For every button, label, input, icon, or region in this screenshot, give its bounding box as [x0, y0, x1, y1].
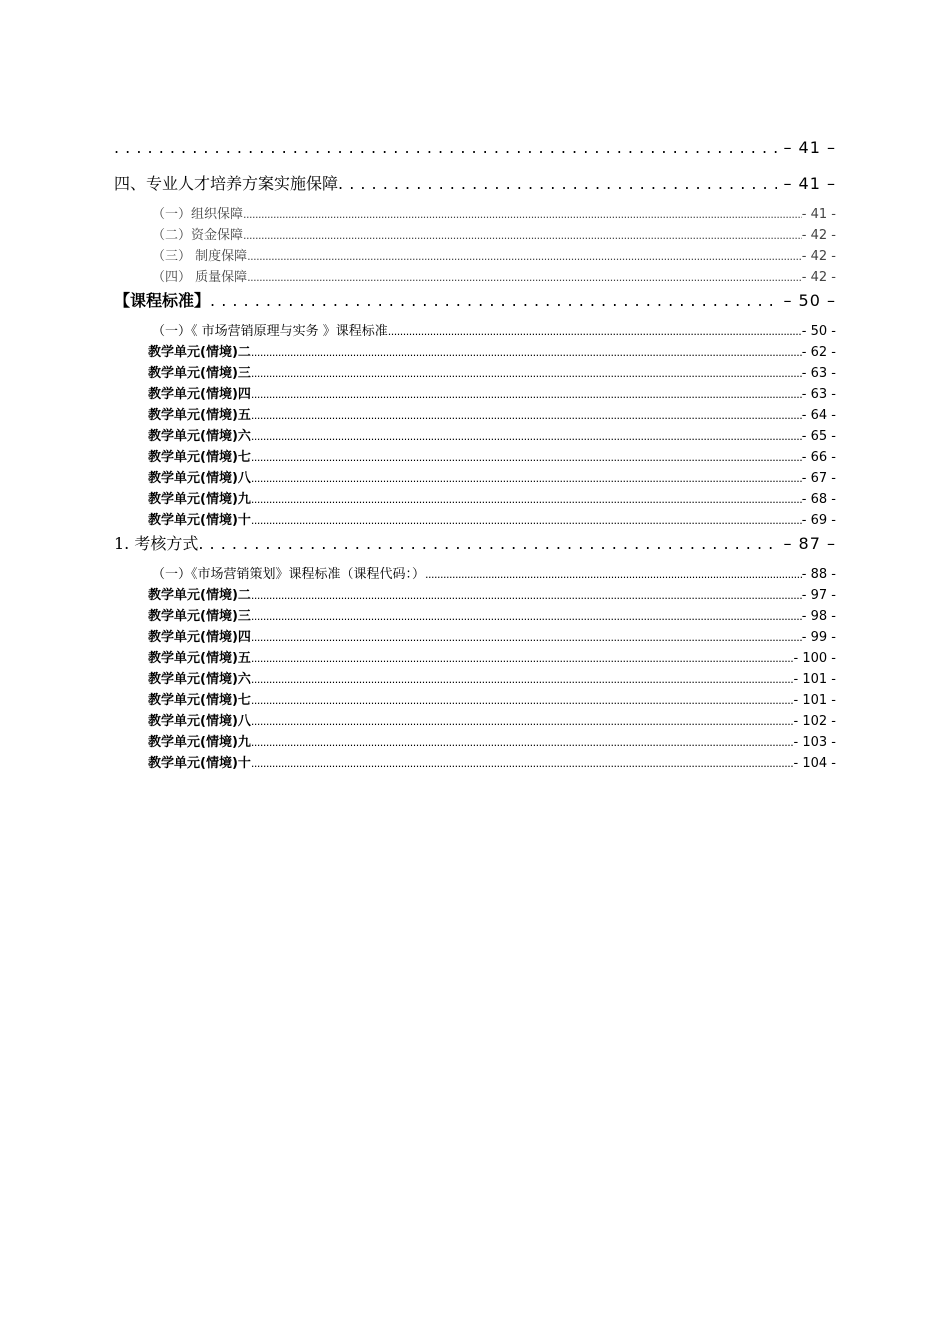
toc-title: （一）《市场营销策划》课程标准（课程代码：）	[152, 567, 426, 582]
toc-leader	[251, 630, 802, 645]
toc-title: 教学单元(情境)十	[148, 513, 251, 528]
toc-title: 教学单元(情境)四	[148, 630, 251, 645]
toc-page-number: - 67 -	[801, 471, 836, 486]
toc-page-number: - 102 -	[793, 714, 836, 729]
toc-entry[interactable]	[148, 509, 836, 530]
toc-title: 教学单元(情境)六	[148, 429, 251, 444]
toc-page-number: - 42 -	[801, 228, 836, 243]
toc-entry[interactable]	[114, 138, 836, 162]
toc-leader	[251, 387, 802, 402]
toc-entry[interactable]	[152, 320, 836, 341]
toc-page-number: - 88 -	[801, 567, 836, 582]
toc-leader	[247, 270, 802, 285]
toc-entry[interactable]	[148, 605, 836, 626]
toc-leader	[251, 693, 794, 708]
toc-page-number: - 42 -	[801, 249, 836, 264]
toc-page-number: - 97 -	[801, 588, 836, 603]
toc-leader	[247, 249, 802, 264]
toc-entry[interactable]	[148, 647, 836, 668]
toc-leader	[251, 471, 802, 486]
toc-entry[interactable]	[152, 224, 836, 245]
toc-leader	[243, 207, 802, 222]
toc-leader	[251, 609, 802, 624]
toc-leader	[198, 534, 777, 553]
toc-title: （二）资金保障	[152, 228, 244, 243]
toc-leader	[251, 450, 802, 465]
toc-entry[interactable]	[148, 626, 836, 647]
toc-entry[interactable]	[152, 266, 836, 287]
toc-entry[interactable]	[148, 584, 836, 605]
toc-title: （一）组织保障	[152, 207, 244, 222]
toc-title: 教学单元(情境)四	[148, 387, 251, 402]
toc-title: （一）《 市场营销原理与实务 》课程标准	[152, 324, 388, 339]
toc-title: 【课程标准】	[114, 291, 211, 310]
toc-page-number: - 68 -	[801, 492, 836, 507]
toc-title: 教学单元(情境)二	[148, 345, 251, 360]
toc-title: 教学单元(情境)二	[148, 588, 251, 603]
toc-page-number: – 41 –	[783, 174, 836, 193]
toc-leader	[251, 429, 802, 444]
toc-leader	[251, 345, 802, 360]
toc-title: 教学单元(情境)五	[148, 651, 251, 666]
toc-entry[interactable]	[148, 752, 836, 773]
toc-leader	[251, 735, 794, 750]
toc-entry[interactable]	[152, 563, 836, 584]
toc-page-number: - 101 -	[793, 672, 836, 687]
toc-leader	[251, 492, 802, 507]
toc-page-number: - 100 -	[793, 651, 836, 666]
toc-title: 教学单元(情境)七	[148, 693, 251, 708]
toc-leader	[251, 672, 794, 687]
toc-page-number: - 98 -	[801, 609, 836, 624]
toc-page-number: - 63 -	[801, 366, 836, 381]
toc-page-number: - 104 -	[793, 756, 836, 771]
toc-entry[interactable]	[148, 731, 836, 752]
toc-page-number: - 42 -	[801, 270, 836, 285]
toc-entry[interactable]	[148, 446, 836, 467]
toc-leader	[251, 651, 794, 666]
toc-page-number: - 103 -	[793, 735, 836, 750]
toc-page-number: - 64 -	[801, 408, 836, 423]
toc-entry[interactable]	[148, 668, 836, 689]
toc-page-number: - 101 -	[793, 693, 836, 708]
toc-entry[interactable]	[148, 467, 836, 488]
toc-title: 教学单元(情境)五	[148, 408, 251, 423]
toc-title: 教学单元(情境)十	[148, 756, 251, 771]
toc-leader	[338, 174, 777, 193]
toc-title: 教学单元(情境)三	[148, 366, 251, 381]
toc-leader	[243, 228, 802, 243]
toc-entry[interactable]	[148, 488, 836, 509]
toc-title: 四、专业人才培养方案实施保障	[114, 174, 339, 193]
toc-title: 教学单元(情境)八	[148, 714, 251, 729]
toc-entry[interactable]	[152, 203, 836, 224]
toc-entry[interactable]	[148, 425, 836, 446]
toc-entry[interactable]	[148, 689, 836, 710]
toc-title: （三） 制度保障	[152, 249, 248, 264]
toc-entry[interactable]	[152, 245, 836, 266]
toc-page-number: – 87 –	[783, 534, 836, 553]
toc-leader	[388, 324, 802, 339]
toc-page-number: – 50 –	[783, 291, 836, 310]
toc-page-number: – 41 –	[783, 138, 836, 157]
toc-title: 教学单元(情境)八	[148, 471, 251, 486]
toc-leader	[251, 513, 802, 528]
toc-leader	[425, 567, 802, 582]
toc-entry[interactable]	[148, 362, 836, 383]
toc-entry[interactable]	[148, 341, 836, 362]
toc-entry[interactable]	[148, 710, 836, 731]
toc-leader	[210, 291, 777, 310]
toc-leader	[114, 138, 777, 157]
toc-title: 教学单元(情境)九	[148, 735, 251, 750]
toc-leader	[251, 366, 802, 381]
toc-title: 教学单元(情境)三	[148, 609, 251, 624]
toc-entry[interactable]	[148, 383, 836, 404]
toc-page-number: - 50 -	[801, 324, 836, 339]
toc-page-number: - 99 -	[801, 630, 836, 645]
toc-title: 1. 考核方式	[114, 534, 199, 553]
toc-title: （四） 质量保障	[152, 270, 248, 285]
toc-entry[interactable]	[148, 404, 836, 425]
toc-leader	[251, 588, 802, 603]
toc-page-number: - 66 -	[801, 450, 836, 465]
toc-title: 教学单元(情境)六	[148, 672, 251, 687]
toc-leader	[251, 408, 802, 423]
toc-entry[interactable]	[114, 531, 836, 555]
toc-title: 教学单元(情境)九	[148, 492, 251, 507]
toc-entry[interactable]	[114, 288, 836, 312]
toc-page-number: - 62 -	[801, 345, 836, 360]
toc-page-number: - 41 -	[801, 207, 836, 222]
toc-page-number: - 69 -	[801, 513, 836, 528]
toc-leader	[251, 756, 794, 771]
toc-page-number: - 65 -	[801, 429, 836, 444]
toc-leader	[251, 714, 794, 729]
toc-page-number: - 63 -	[801, 387, 836, 402]
toc-entry[interactable]	[114, 171, 836, 195]
toc-title: 教学单元(情境)七	[148, 450, 251, 465]
